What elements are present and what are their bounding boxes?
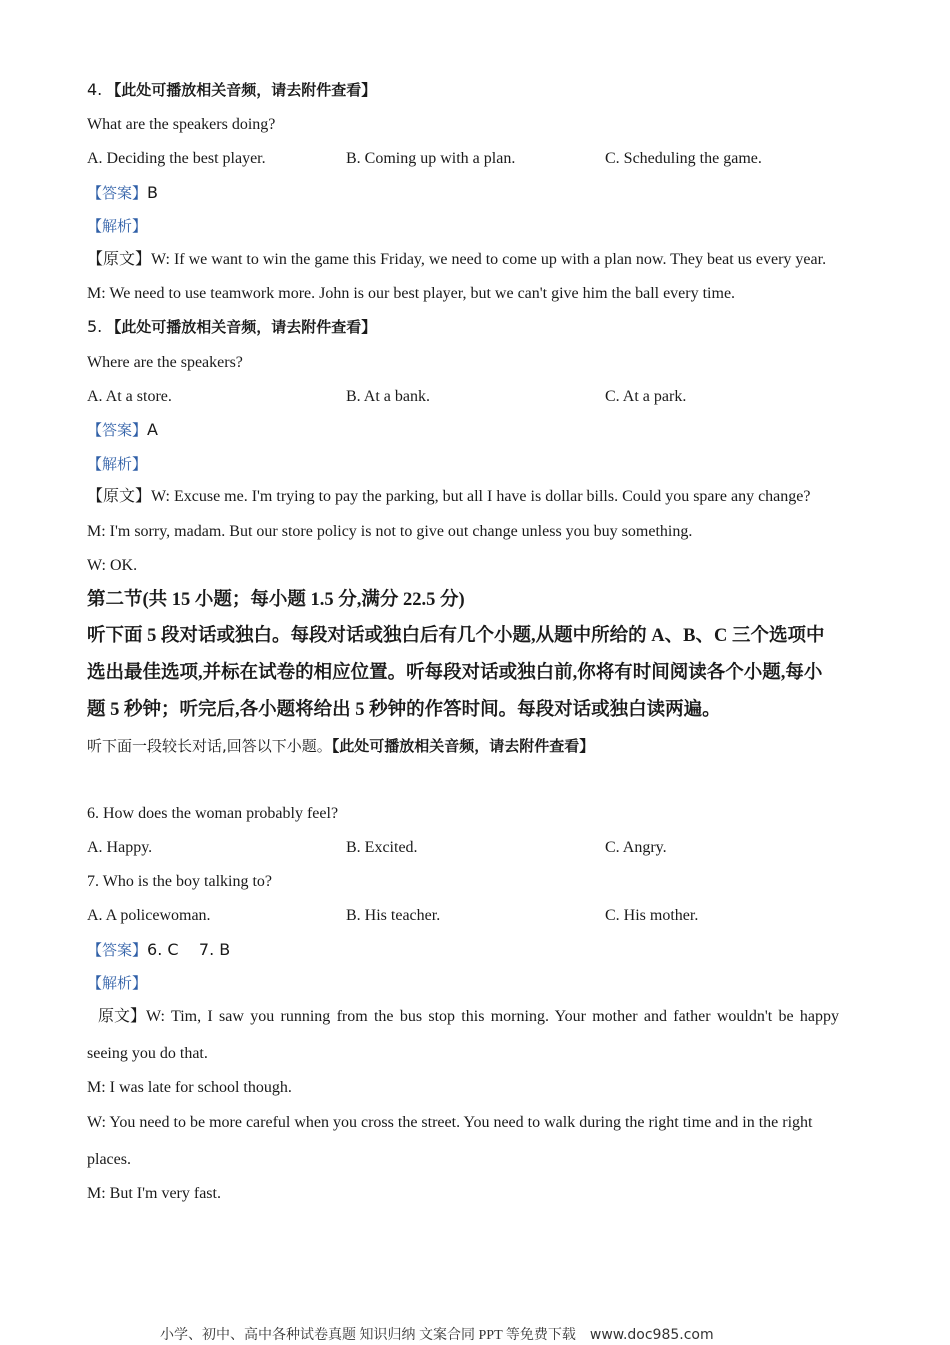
audio-marker[interactable]: 【此处可播放相关音频，请去附件查看】 bbox=[106, 320, 377, 336]
original-label: 【原文】 bbox=[87, 251, 152, 268]
q7-option-b: B. His teacher. bbox=[346, 907, 441, 924]
q5-transcript-line: 【原文】W: Excuse me. I'm trying to pay the parking, but all I have is dollar bills. Could you spare any change? bbox=[87, 488, 811, 505]
q4-option-c: C. Scheduling the game. bbox=[605, 150, 762, 167]
analysis-label: 【解析】 bbox=[87, 217, 148, 235]
q67-analysis bbox=[87, 973, 147, 994]
q4-header bbox=[87, 80, 376, 101]
q67-transcript-line: 原文】W: Tim, I saw you running from the bus stop this morning. Your mother and father wouldn't be happy bbox=[98, 1008, 839, 1025]
q6-option-a: A. Happy. bbox=[87, 839, 153, 856]
q4-question: What are the speakers doing? bbox=[87, 116, 276, 133]
section-instructions: 选出最佳选项,并标在试卷的相应位置。听每段对话或独白前,你将有时间阅读各个小题,每小 bbox=[87, 663, 823, 683]
section-instructions: 题 5 秒钟；听完后,各小题将给出 5 秒钟的作答时间。每段对话或独白读两遍。 bbox=[87, 700, 721, 720]
q4-answer bbox=[87, 183, 158, 204]
q4-option-b: B. Coming up with a plan. bbox=[346, 150, 516, 167]
q5-transcript-line: M: I'm sorry, madam. But our store policy is not to give out change unless you buy something. bbox=[87, 523, 693, 540]
q7-option-a: A. A policewoman. bbox=[87, 907, 211, 924]
q5-answer-value: A bbox=[147, 420, 158, 439]
section-instructions: 听下面 5 段对话或独白。每段对话或独白后有几个小题,从题中所给的 A、B、C 三个选项中 bbox=[87, 626, 825, 646]
q4-transcript-line: 【原文】W: If we want to win the game this Friday, we need to come up with a plan now. They beat us every year. bbox=[87, 251, 827, 268]
answer-label: 【答案】 bbox=[87, 421, 148, 439]
q4-analysis bbox=[87, 216, 147, 237]
original-label: 【原文】 bbox=[87, 488, 152, 505]
q5-analysis bbox=[87, 454, 147, 475]
q67-transcript-line: M: I was late for school though. bbox=[87, 1079, 292, 1096]
q67-transcript-line: W: You need to be more careful when you cross the street. You need to walk during the right time and in the right bbox=[87, 1114, 813, 1131]
q4-transcript-line: M: We need to use teamwork more. John is our best player, but we can't give him the ball every time. bbox=[87, 285, 736, 302]
q4-answer-value: B bbox=[147, 183, 158, 202]
q5-number: 5. bbox=[87, 317, 103, 336]
original-label: 原文】 bbox=[98, 1008, 147, 1025]
q4-option-a: A. Deciding the best player. bbox=[87, 150, 266, 167]
answer-label: 【答案】 bbox=[87, 184, 148, 202]
q5-answer bbox=[87, 420, 158, 441]
q67-transcript-line: places. bbox=[87, 1151, 131, 1168]
q6-option-c: C. Angry. bbox=[605, 839, 667, 856]
q67-answer bbox=[87, 940, 230, 961]
q7-option-c: C. His mother. bbox=[605, 907, 699, 924]
q4-number: 4. bbox=[87, 80, 103, 99]
q7-question: 7. Who is the boy talking to? bbox=[87, 873, 273, 890]
dialogue-intro: 听下面一段较长对话,回答以下小题。【此处可播放相关音频，请去附件查看】 bbox=[87, 737, 595, 755]
footer-url[interactable]: www.doc985.com bbox=[589, 1327, 714, 1343]
q6-question: 6. How does the woman probably feel? bbox=[87, 805, 339, 822]
analysis-label: 【解析】 bbox=[87, 455, 148, 473]
footer-text: 小学、初中、高中各种试卷真题 知识归纳 文案合同 PPT 等免费下载 bbox=[160, 1328, 576, 1343]
answer-label: 【答案】 bbox=[87, 941, 148, 959]
q5-question: Where are the speakers? bbox=[87, 354, 243, 371]
q67-transcript-line: M: But I'm very fast. bbox=[87, 1185, 221, 1202]
page-footer bbox=[160, 1326, 714, 1345]
analysis-label: 【解析】 bbox=[87, 974, 148, 992]
q5-option-b: B. At a bank. bbox=[346, 388, 430, 405]
q67-transcript-line: seeing you do that. bbox=[87, 1045, 208, 1062]
q67-answer-value: 6. C 7. B bbox=[147, 940, 231, 959]
section-heading: 第二节(共 15 小题；每小题 1.5 分,满分 22.5 分) bbox=[87, 590, 465, 610]
audio-marker[interactable]: 【此处可播放相关音频，请去附件查看】 bbox=[331, 739, 595, 755]
q5-header bbox=[87, 317, 376, 338]
audio-marker[interactable]: 【此处可播放相关音频，请去附件查看】 bbox=[106, 83, 377, 99]
q6-option-b: B. Excited. bbox=[346, 839, 418, 856]
q5-transcript-line: W: OK. bbox=[87, 557, 138, 574]
q5-option-a: A. At a store. bbox=[87, 388, 172, 405]
q5-option-c: C. At a park. bbox=[605, 388, 687, 405]
